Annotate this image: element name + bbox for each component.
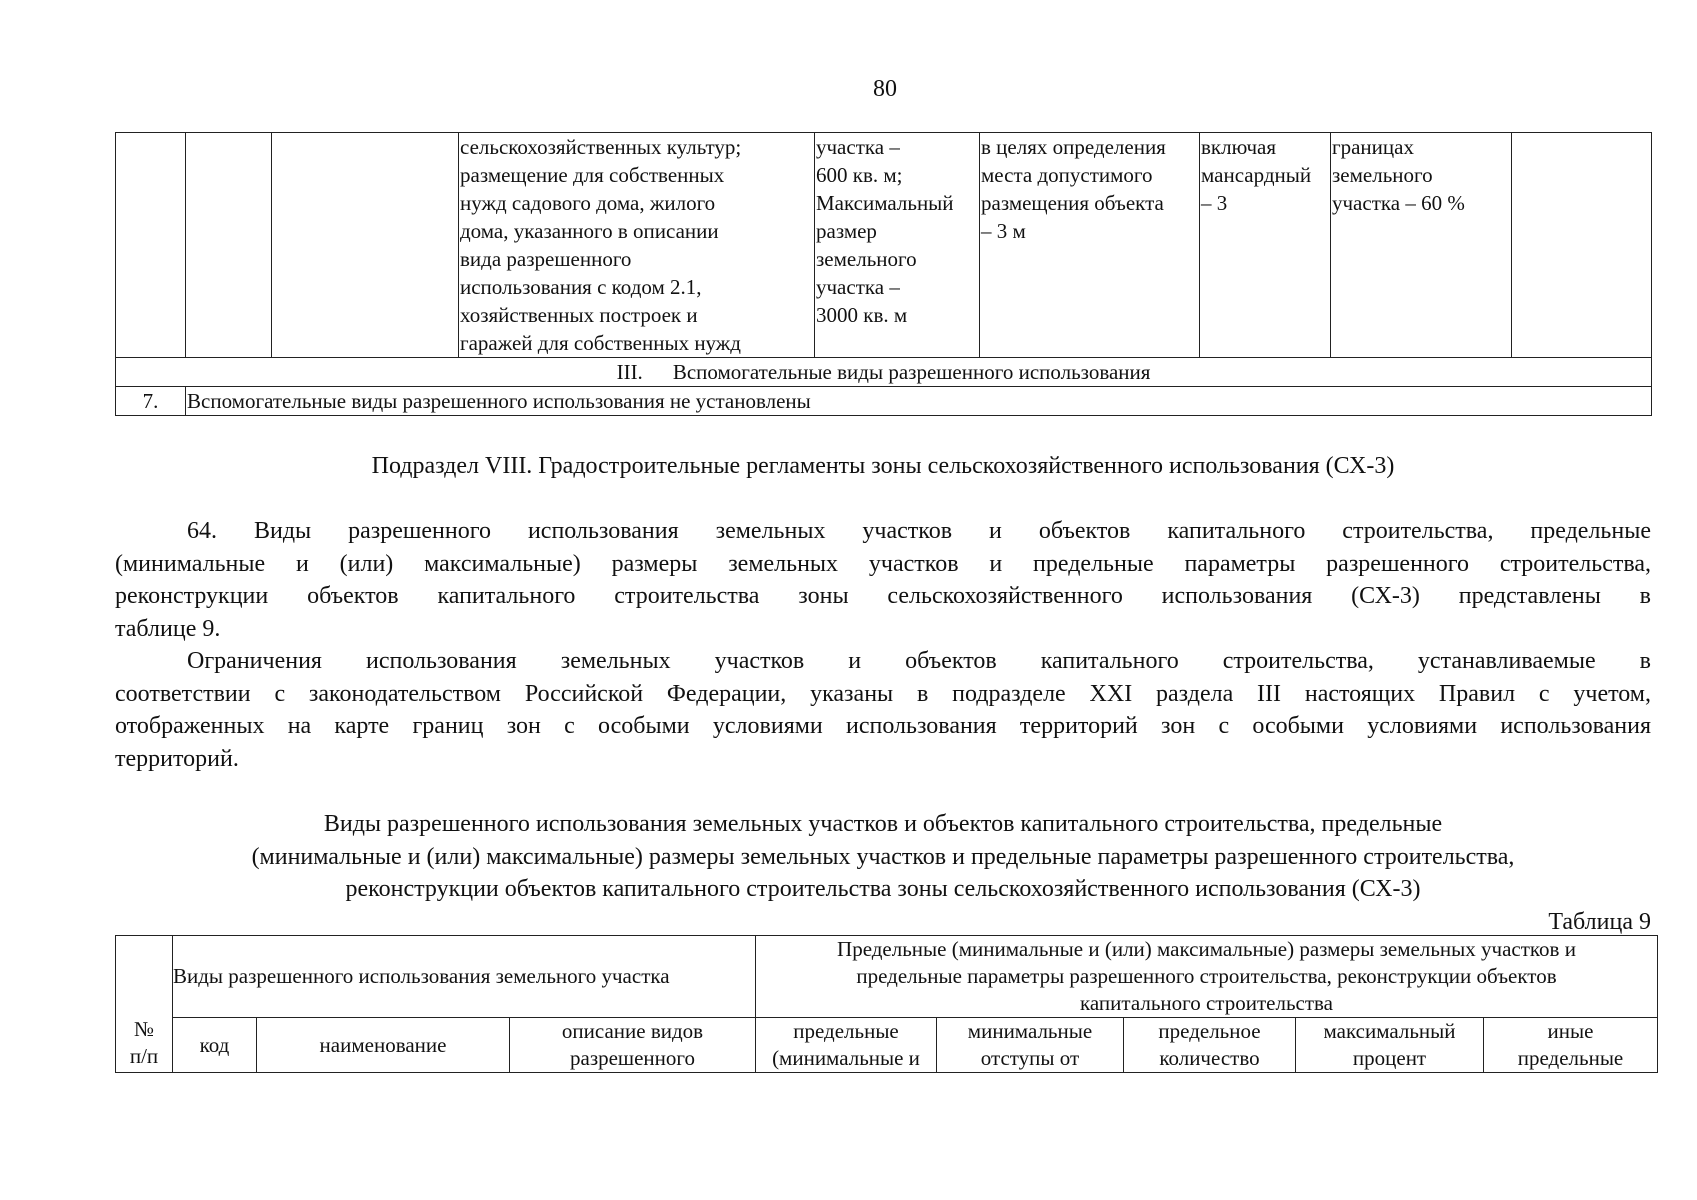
text-line: размещения объекта [981,191,1164,215]
header-size-limits-line: предельные [793,1019,899,1043]
header-other-limits [1484,1018,1658,1073]
row-text: Вспомогательные виды разрешенного использования не установлены [186,387,1652,416]
text-line: гаражей для собственных нужд [460,331,741,355]
header-setbacks-line: отступы от [980,1046,1080,1070]
text-line: участка – 60 % [1332,191,1465,215]
paragraph-line: Ограничения использования земельных участков и объектов капитального строительства, устанавливаемые в [187,648,1651,674]
table-row [116,387,1652,416]
regulation-table-header [115,935,1658,1073]
header-group-limits-line: капитального строительства [1080,991,1333,1015]
header-number-line1: № [133,1017,155,1041]
paragraph-line: реконструкции объектов капитального строительства зоны сельскохозяйственного использования (СХ-3) представлены в [115,583,1651,609]
text-line: 600 кв. м; [816,163,903,187]
header-name-text: наименование [319,1032,447,1057]
cell-number [116,133,186,358]
cell-name [272,133,459,358]
header-size-limits [756,1018,937,1073]
header-coverage-percent-line: максимальный [1323,1019,1456,1043]
header-description-line: разрешенного [570,1046,695,1070]
text-line: размещение для собственных [460,163,725,187]
text-line: земельного [816,247,917,271]
table-title-line: (минимальные и (или) максимальные) размеры земельных участков и предельные параметры разрешенного строительства, [251,843,1515,870]
header-floors-line: предельное [1158,1019,1261,1043]
paragraph-64 [115,515,1651,645]
table-title-line: реконструкции объектов капитального строительства зоны сельскохозяйственного использования (СХ-3) [345,876,1421,902]
text-line: – 3 м [981,219,1026,243]
header-group-uses-text: Виды разрешенного использования земельного участка [173,964,670,988]
header-code-text: код [199,1032,230,1057]
regulation-table-continuation [115,132,1652,416]
table-label: Таблица 9 [1548,909,1651,935]
section-heading-cell [116,358,1652,387]
header-size-limits-line: (минимальные и [772,1046,920,1070]
header-group-limits [756,936,1658,1018]
text-line: хозяйственных построек и [460,303,698,327]
text-line: в целях определения [981,135,1166,159]
section-title: Вспомогательные виды разрешенного использования [672,360,1151,384]
cell-setbacks [980,133,1200,358]
paragraph-restrictions [115,645,1651,775]
header-setbacks-line: минимальные [967,1019,1093,1043]
text-line: вида разрешенного [460,247,632,271]
cell-coverage [1331,133,1512,358]
header-coverage-percent-line: процент [1352,1046,1427,1070]
text-line: участка – [816,275,900,299]
header-floors-line: количество [1159,1046,1260,1070]
text-line: Максимальный [816,191,954,215]
text-line: земельного [1332,163,1433,187]
header-other-limits-line: иные [1547,1019,1594,1043]
section-row [116,358,1652,387]
cell-floors [1200,133,1331,358]
text-line: границах [1332,135,1414,159]
header-group-uses [173,936,756,1018]
header-row-2 [116,1018,1658,1073]
header-floors [1124,1018,1296,1073]
header-description [510,1018,756,1073]
table-title [115,808,1651,906]
paragraph-line: 64. Виды разрешенного использования земельных участков и объектов капитального строительства, предельные [187,518,1651,544]
header-group-limits-line: предельные параметры разрешенного строительства, реконструкции объектов [856,964,1557,988]
header-code [173,1018,257,1073]
paragraph-line: (минимальные и (или) максимальные) размеры земельных участков и предельные параметры разрешенного строительства, [115,550,1651,577]
text-line: дома, указанного в описании [460,219,719,243]
paragraph-line: таблице 9. [115,615,221,642]
text-line: – 3 [1201,191,1228,215]
subsection-title: Подраздел VIII. Градостроительные регламенты зоны сельскохозяйственного использования (СХ-3) [371,453,1395,479]
header-number [116,936,173,1073]
page-number: 80 [873,76,897,102]
header-other-limits-line: предельные [1517,1046,1624,1070]
text-line: 3000 кв. м [816,303,908,327]
cell-other [1512,133,1652,358]
header-number-line2: п/п [129,1044,159,1068]
text-line: размер [816,219,877,243]
header-coverage-percent [1296,1018,1484,1073]
row-number: 7. [116,387,186,416]
table-title-line: Виды разрешенного использования земельных участков и объектов капитального строительства, предельные [323,811,1443,837]
paragraph-line: отображенных на карте границ зон с особыми условиями использования территорий зон с особыми условиями использования [115,713,1651,739]
table-row [116,133,1652,358]
text-line: мансардный [1201,163,1312,187]
text-line: использования с кодом 2.1, [460,275,702,299]
text-line: места допустимого [981,163,1153,187]
header-row-1 [116,936,1658,1018]
header-description-line: описание видов [561,1019,704,1043]
cell-code [186,133,272,358]
header-setbacks [937,1018,1124,1073]
text-line: участка – [816,135,900,159]
header-name [257,1018,510,1073]
cell-plot-size [815,133,980,358]
text-line: сельскохозяйственных культур; [460,135,742,159]
text-line: нужд садового дома, жилого [460,191,716,215]
paragraph-line: территорий. [115,745,239,772]
cell-description [459,133,815,358]
text-line: включая [1201,135,1277,159]
section-number: III. [616,360,643,384]
header-group-limits-line: Предельные (минимальные и (или) максимальные) размеры земельных участков и [837,937,1576,961]
paragraph-line: соответствии с законодательством Российской Федерации, указаны в подразделе XXI раздела III настоящих Правил с учетом, [115,680,1651,707]
